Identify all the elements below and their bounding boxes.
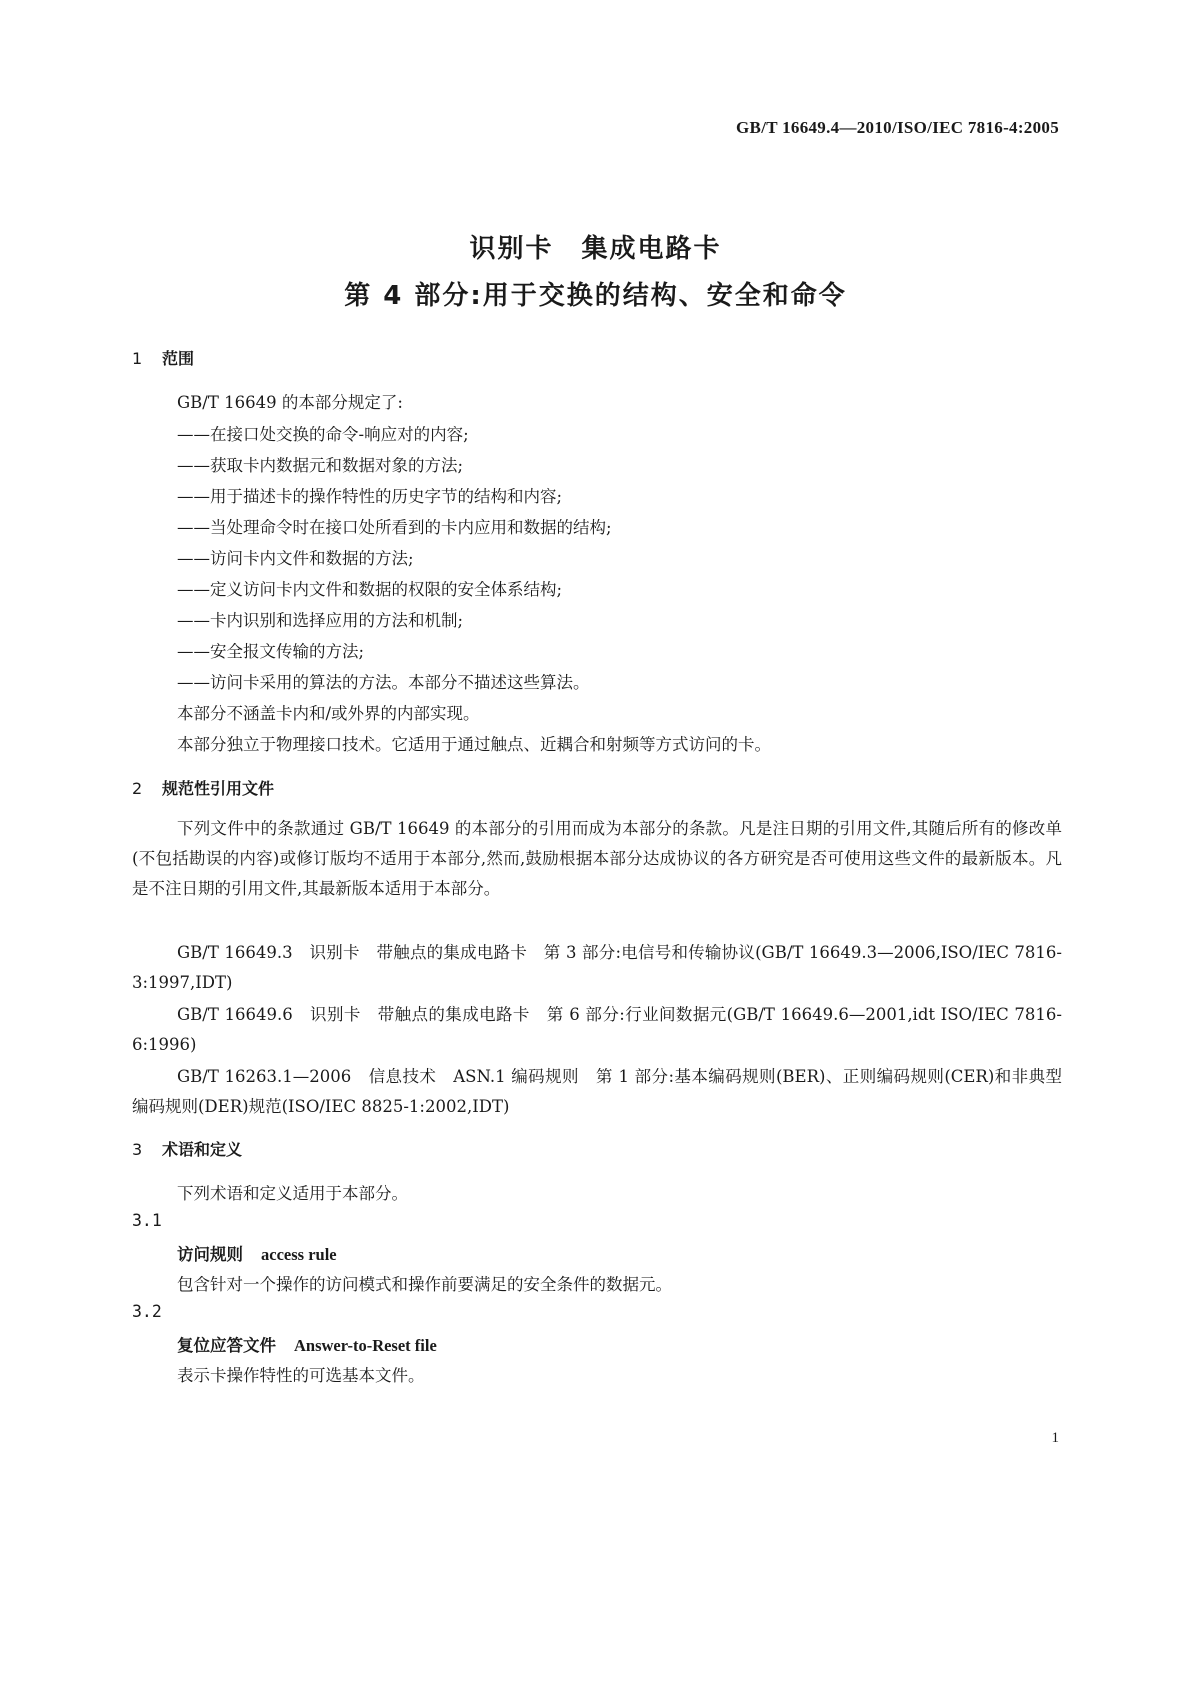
section-title: 范围 bbox=[162, 349, 195, 368]
list-item: ——访问卡采用的算法的方法。本部分不描述这些算法。 bbox=[177, 673, 590, 692]
list-item: ——获取卡内数据元和数据对象的方法; bbox=[177, 456, 464, 475]
term-entry bbox=[177, 1241, 337, 1265]
section-3-heading bbox=[132, 1137, 242, 1160]
term-en: access rule bbox=[261, 1245, 337, 1264]
term-definition: 表示卡操作特性的可选基本文件。 bbox=[177, 1366, 425, 1385]
list-item: ——定义访问卡内文件和数据的权限的安全体系结构; bbox=[177, 580, 563, 599]
section-number: 2 bbox=[132, 779, 143, 798]
reference-entry: GB/T 16649.6 识别卡 带触点的集成电路卡 第 6 部分:行业间数据元(GB/T 16649.6—2001,idt ISO/IEC 7816-6:1996) bbox=[132, 1005, 1062, 1054]
scope-note: 本部分独立于物理接口技术。它适用于通过触点、近耦合和射频等方式访问的卡。 bbox=[177, 735, 771, 754]
term-zh: 复位应答文件 bbox=[177, 1336, 276, 1355]
section-title: 术语和定义 bbox=[162, 1140, 243, 1159]
scope-note: 本部分不涵盖卡内和/或外界的内部实现。 bbox=[177, 704, 480, 723]
section-1-heading bbox=[132, 346, 194, 369]
clause-number: 3.1 bbox=[132, 1211, 162, 1230]
terms-intro: 下列术语和定义适用于本部分。 bbox=[177, 1184, 408, 1203]
term-zh: 访问规则 bbox=[177, 1245, 243, 1264]
normative-references-intro: 下列文件中的条款通过 GB/T 16649 的本部分的引用而成为本部分的条款。凡是注日期的引用文件,其随后所有的修改单(不包括勘误的内容)或修订版均不适用于本部分,然而,鼓励根据本部分达成协议的各方研究是否可使用这些文件的最新版本。凡是不注日期的引用文件,其最新版本适用于本部分。 bbox=[132, 819, 1062, 898]
document-title-line1: 识别卡 集成电路卡 bbox=[469, 234, 722, 264]
scope-intro: GB/T 16649 的本部分规定了: bbox=[177, 393, 403, 412]
list-item: ——用于描述卡的操作特性的历史字节的结构和内容; bbox=[177, 487, 563, 506]
term-en: Answer-to-Reset file bbox=[294, 1336, 437, 1355]
page-number: 1 bbox=[1051, 1430, 1059, 1446]
term-entry bbox=[177, 1332, 437, 1356]
section-number: 3 bbox=[132, 1140, 143, 1159]
standard-code: GB/T 16649.4—2010/ISO/IEC 7816-4:2005 bbox=[736, 118, 1059, 137]
term-definition: 包含针对一个操作的访问模式和操作前要满足的安全条件的数据元。 bbox=[177, 1275, 672, 1294]
section-number: 1 bbox=[132, 349, 143, 368]
list-item: ——卡内识别和选择应用的方法和机制; bbox=[177, 611, 464, 630]
section-2-heading bbox=[132, 776, 274, 799]
list-item: ——当处理命令时在接口处所看到的卡内应用和数据的结构; bbox=[177, 518, 612, 537]
document-title-line2: 第 4 部分:用于交换的结构、安全和命令 bbox=[344, 281, 847, 311]
list-item: ——访问卡内文件和数据的方法; bbox=[177, 549, 414, 568]
section-title: 规范性引用文件 bbox=[162, 779, 275, 798]
reference-entry: GB/T 16263.1—2006 信息技术 ASN.1 编码规则 第 1 部分:基本编码规则(BER)、正则编码规则(CER)和非典型编码规则(DER)规范(ISO/IEC 8825-1:2002,IDT) bbox=[132, 1067, 1062, 1116]
list-item: ——安全报文传输的方法; bbox=[177, 642, 365, 661]
reference-entry: GB/T 16649.3 识别卡 带触点的集成电路卡 第 3 部分:电信号和传输协议(GB/T 16649.3—2006,ISO/IEC 7816-3:1997,IDT) bbox=[132, 943, 1062, 992]
list-item: ——在接口处交换的命令-响应对的内容; bbox=[177, 425, 469, 444]
clause-number: 3.2 bbox=[132, 1302, 162, 1321]
